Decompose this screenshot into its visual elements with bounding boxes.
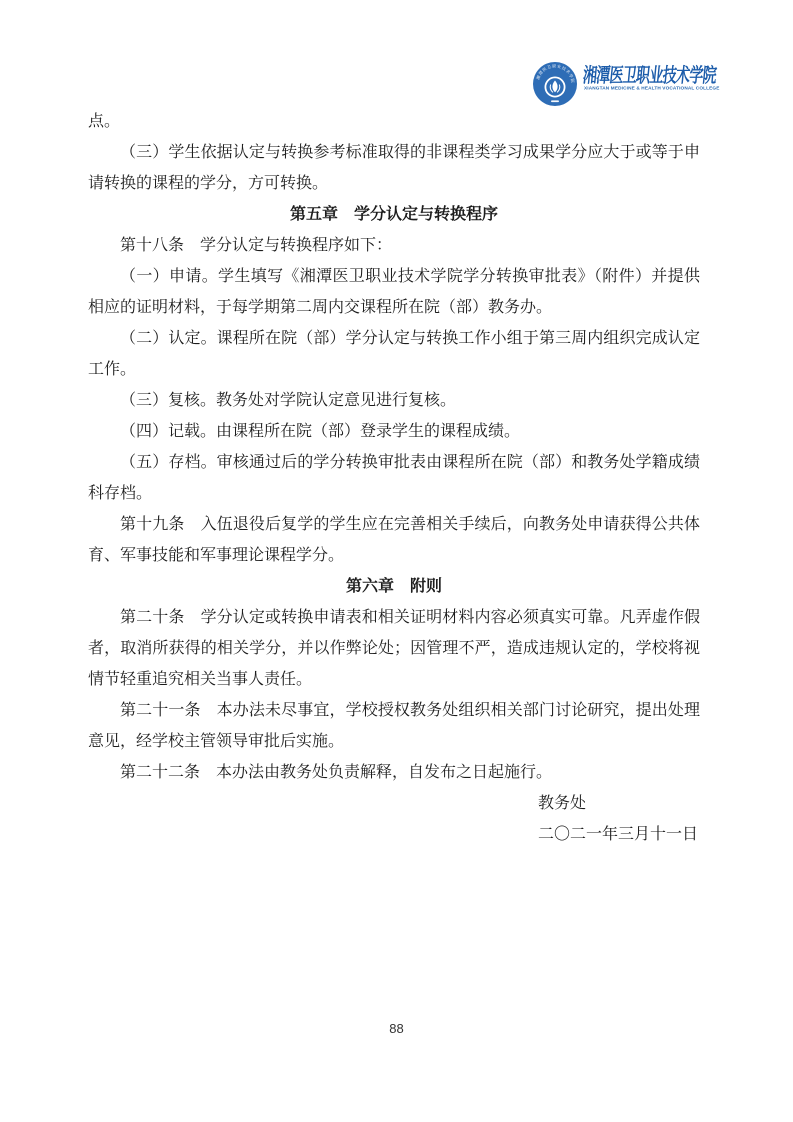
signature-block xyxy=(538,788,700,850)
paragraph: （三）复核。教务处对学院认定意见进行复核。 xyxy=(120,392,457,409)
paragraph: （三）学生依据认定与转换参考标准取得的非课程类学习成果学分应大于或等于申请转换的课程的学分，方可转换。 xyxy=(88,144,700,192)
college-name-en: XIANGTAN MEDICINE & HEALTH VOCATIONAL COLLEGE xyxy=(584,85,720,91)
paragraph: 第二十一条 本办法未尽事宜，学校授权教务处组织相关部门讨论研究，提出处理意见，经学校主管领导审批后实施。 xyxy=(88,702,700,750)
college-emblem-icon xyxy=(532,61,578,107)
paragraph: 第十九条 入伍退役后复学的学生应在完善相关手续后，向教务处申请获得公共体育、军事技能和军事理论课程学分。 xyxy=(88,516,700,564)
paragraph: （一）申请。学生填写《湘潭医卫职业技术学院学分转换审批表》（附件）并提供相应的证明材料，于每学期第二周内交课程所在院（部）教务办。 xyxy=(88,268,700,316)
document-content xyxy=(88,106,700,850)
paragraph: 第二十条 学分认定或转换申请表和相关证明材料内容必须真实可靠。凡弄虚作假者，取消所获得的相关学分，并以作弊论处；因管理不严，造成违规认定的，学校将视情节轻重追究相关当事人责任。 xyxy=(88,609,700,688)
svg-text:湘潭医卫职业技术学院: 湘潭医卫职业技术学院 xyxy=(535,63,576,84)
paragraph: 第十八条 学分认定与转换程序如下： xyxy=(120,237,393,254)
chapter-heading: 第五章 学分认定与转换程序 xyxy=(289,206,498,223)
paragraph: （四）记载。由课程所在院（部）登录学生的课程成绩。 xyxy=(120,423,521,440)
college-name-zh: 湘潭医卫职业技术学院 xyxy=(581,63,718,87)
college-name-block xyxy=(581,61,793,96)
chapter-heading: 第六章 附则 xyxy=(345,578,442,595)
paragraph: （二）认定。课程所在院（部）学分认定与转换工作小组于第三周内组织完成认定工作。 xyxy=(88,330,700,378)
paragraph: （五）存档。审核通过后的学分转换审批表由课程所在院（部）和教务处学籍成绩科存档。 xyxy=(88,454,700,502)
paragraph: 第二十二条 本办法由教务处负责解释，自发布之日起施行。 xyxy=(120,764,553,781)
college-logo xyxy=(532,61,793,107)
page-number: 88 xyxy=(389,1021,404,1036)
paragraph-continuation: 点。 xyxy=(88,113,121,130)
signature-date: 二〇二一年三月十一日 xyxy=(538,826,699,843)
signature-department: 教务处 xyxy=(538,795,587,812)
